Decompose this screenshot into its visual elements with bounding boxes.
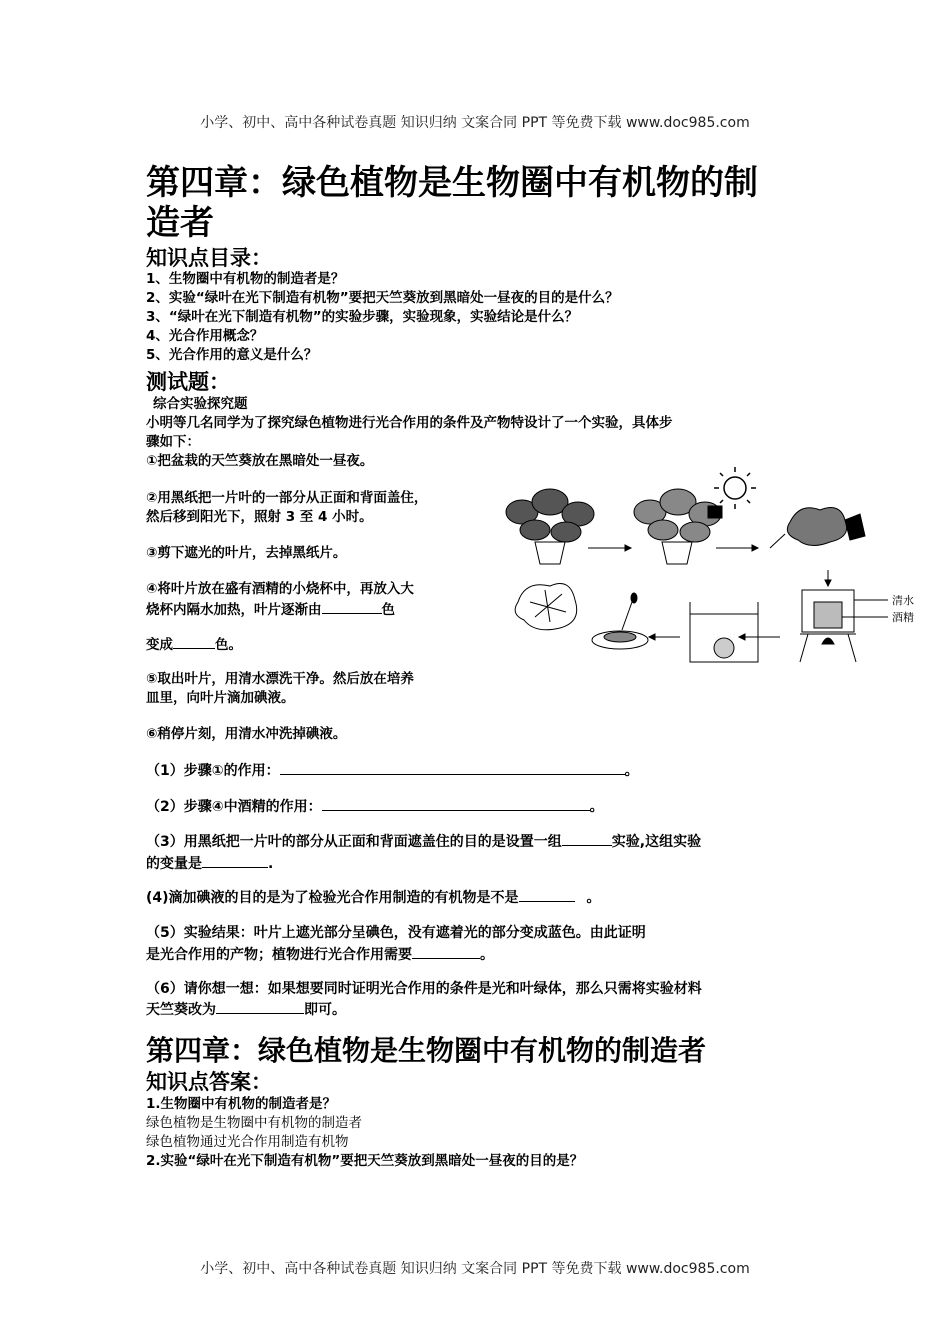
potted-plant-covered <box>634 489 722 564</box>
answer-line: 2.实验“绿叶在光下制造有机物”要把天竺葵放到黑暗处一昼夜的目的是？ <box>146 1153 584 1169</box>
toc-item: 1、生物圈中有机物的制造者是？ <box>146 271 345 287</box>
potted-plant-dark <box>506 489 594 564</box>
test-heading: 测试题： <box>146 370 230 394</box>
step-4-text-a: 烧杯内隔水加热，叶片逐渐由 <box>146 602 322 618</box>
answer-line: 1.生物圈中有机物的制造者是？ <box>146 1096 337 1112</box>
toc-item: 3、“绿叶在光下制造有机物”的实验步骤，实验现象，实验结论是什么？ <box>146 309 579 325</box>
intro-line: 小明等几名同学为了探究绿色植物进行光合作用的条件及产物特设计了一个实验，具体步 <box>146 415 673 431</box>
question-6-text-b: 即可。 <box>304 1002 346 1018</box>
step-6: ⑥稍停片刻，用清水冲洗掉碘液。 <box>146 726 347 742</box>
section-label: 综合实验探究题 <box>153 396 248 412</box>
step-5-line1: ⑤取出叶片，用清水漂洗干净。然后放在培养 <box>146 671 414 687</box>
toc-item: 4、光合作用概念？ <box>146 328 264 344</box>
question-5-line1: （5）实验结果：叶片上遮光部分呈碘色，没有遮着光的部分变成蓝色。由此证明 <box>146 925 646 941</box>
experiment-figure <box>500 462 940 674</box>
step-4-text-c: 变成 <box>146 637 173 653</box>
water-bath <box>800 590 888 662</box>
answer-blank-5[interactable] <box>412 944 480 959</box>
question-1-label: （1）步骤①的作用： <box>146 763 280 779</box>
question-4-label: (4)滴加碘液的目的是为了检验光合作用制造的有机物是不是 <box>146 890 519 906</box>
sun-icon <box>714 467 756 509</box>
step-1: ①把盆栽的天竺葵放在黑暗处一昼夜。 <box>146 453 374 469</box>
question-6-text-a: 天竺葵改为 <box>146 1002 216 1018</box>
answer-blank-3a[interactable] <box>562 831 612 846</box>
question-6-line2 <box>146 998 346 1022</box>
intro-line: 骤如下： <box>146 434 200 450</box>
step-4-text-d: 色。 <box>215 637 242 653</box>
section-title-2: 第四章：绿色植物是生物圈中有机物的制造者 <box>146 1034 707 1067</box>
page-footer: 小学、初中、高中各种试卷真题 知识归纳 文案合同 PPT 等免费下载 www.doc985.com <box>200 1261 750 1277</box>
question-6-line1: （6）请你想一想：如果想要同时证明光合作用的条件是光和叶绿体，那么只需将实验材料 <box>146 981 702 997</box>
cut-leaf <box>770 508 865 548</box>
question-2 <box>146 795 604 819</box>
question-3-text-b: 实验,这组实验 <box>611 834 702 850</box>
step-4-line2 <box>146 599 395 620</box>
answer-blank-4[interactable] <box>519 887 575 902</box>
question-2-label: （2）步骤④中酒精的作用： <box>146 799 322 815</box>
step-4-line1: ④将叶片放在盛有酒精的小烧杯中，再放入大 <box>146 581 414 597</box>
step-5-line2: 皿里，向叶片滴加碘液。 <box>146 690 295 706</box>
toc-item: 5、光合作用的意义是什么？ <box>146 347 318 363</box>
stained-leaf <box>515 583 577 629</box>
question-5-text-a: 是光合作用的产物；植物进行光合作用需要 <box>146 947 412 963</box>
question-4 <box>146 886 601 910</box>
page-header: 小学、初中、高中各种试卷真题 知识归纳 文案合同 PPT 等免费下载 www.doc985.com <box>200 115 750 131</box>
question-3-line1 <box>146 830 701 854</box>
flow-arrows <box>588 545 831 640</box>
page-title-line2: 造者 <box>146 203 214 243</box>
blank-color-from[interactable] <box>322 599 382 614</box>
toc-item: 2、实验“绿叶在光下制造有机物”要把天竺葵放到黑暗处一昼夜的目的是什么？ <box>146 290 619 306</box>
step-2-line1: ②用黑纸把一片叶的一部分从正面和背面盖住， <box>146 490 428 506</box>
step-2-line2: 然后移到阳光下，照射 3 至 4 小时。 <box>146 509 373 525</box>
question-5-line2 <box>146 943 494 967</box>
petri-dish <box>592 593 648 649</box>
question-1-end: 。 <box>624 763 639 779</box>
beaker <box>690 602 758 662</box>
step-4-line3 <box>146 634 242 655</box>
answer-blank-3b[interactable] <box>202 853 268 868</box>
step-3: ③剪下遮光的叶片，去掉黑纸片。 <box>146 545 347 561</box>
answer-blank-6[interactable] <box>216 999 304 1014</box>
answer-heading: 知识点答案： <box>146 1070 272 1094</box>
question-3-text-a: （3）用黑纸把一片叶的部分从正面和背面遮盖住的目的是设置一组 <box>146 834 562 850</box>
answer-blank-1[interactable] <box>280 760 625 775</box>
answer-blank-2[interactable] <box>322 796 590 811</box>
question-1 <box>146 759 639 783</box>
answer-line: 绿色植物是生物圈中有机物的制造者 <box>146 1115 362 1131</box>
toc-heading: 知识点目录： <box>146 246 272 270</box>
question-5-text-b: 。 <box>480 947 494 963</box>
question-2-end: 。 <box>589 799 604 815</box>
question-3-line2 <box>146 852 273 876</box>
page-title-line1: 第四章：绿色植物是生物圈中有机物的制 <box>146 163 758 203</box>
blank-color-to[interactable] <box>173 634 215 649</box>
label-alcohol: 酒精 <box>892 611 914 624</box>
question-3-text-c: 的变量是 <box>146 856 202 872</box>
label-water: 清水 <box>892 594 914 607</box>
answer-line: 绿色植物通过光合作用制造有机物 <box>146 1134 349 1150</box>
step-4-text-b: 色 <box>381 602 395 618</box>
question-4-end: 。 <box>586 890 601 906</box>
question-3-text-d: . <box>268 856 274 872</box>
